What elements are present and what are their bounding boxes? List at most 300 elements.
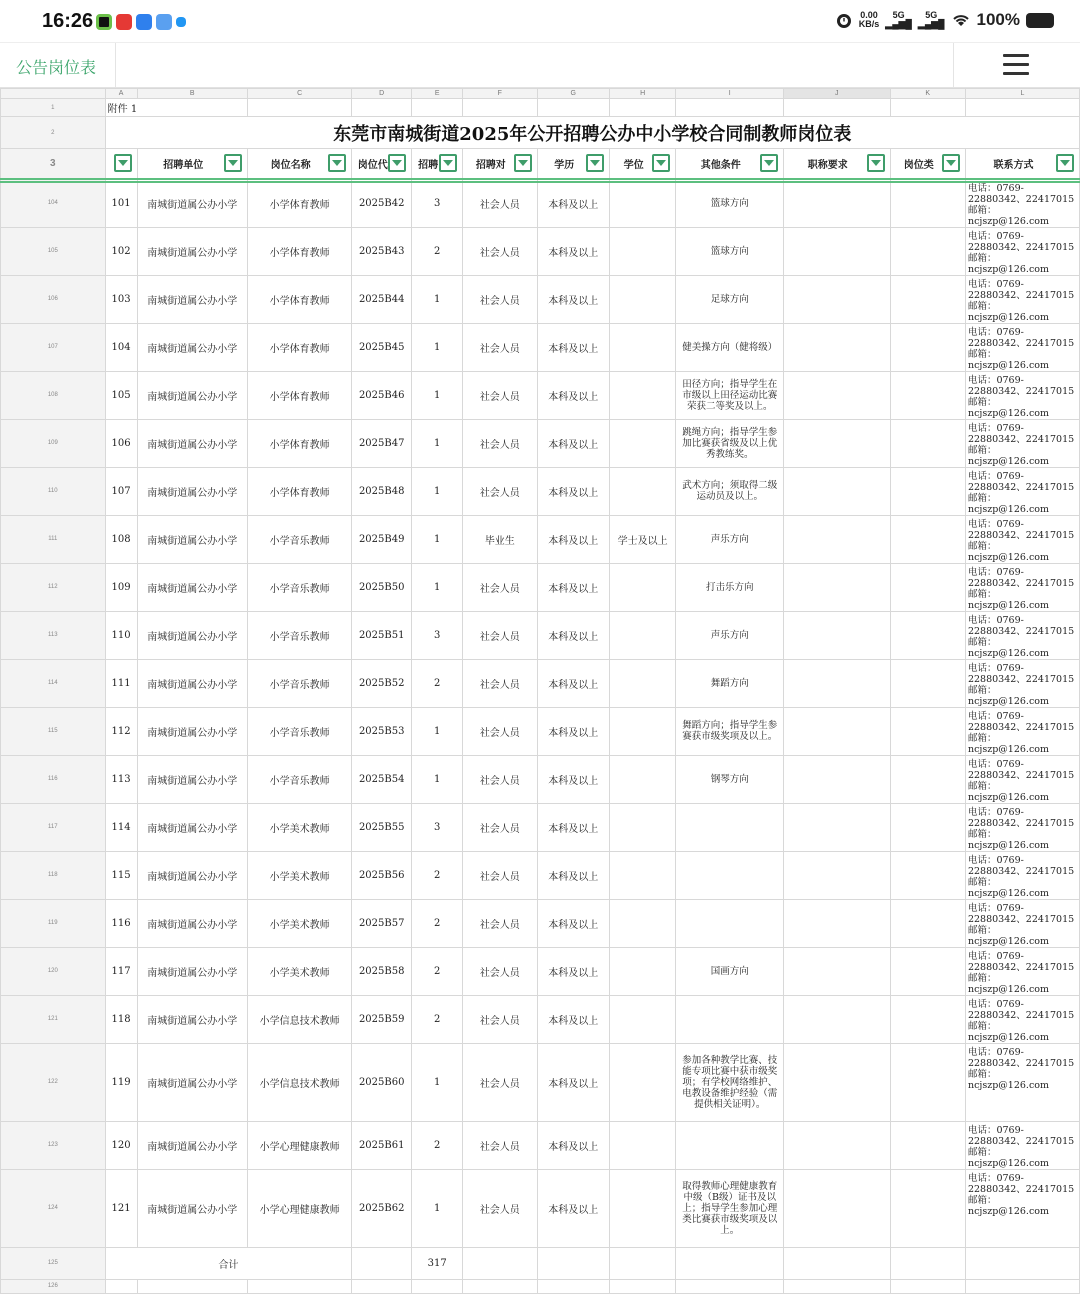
other-cell[interactable] (676, 851, 784, 899)
degree-cell[interactable] (609, 659, 676, 707)
row-number[interactable]: 118 (1, 851, 106, 899)
row-number[interactable]: 112 (1, 563, 106, 611)
degree-cell[interactable] (609, 707, 676, 755)
column-header[interactable]: K (890, 89, 965, 99)
contact-cell[interactable]: 电话：0769-22880342、22417015 邮箱：ncjszp@126.com (965, 179, 1079, 228)
unit-cell[interactable]: 南城街道属公办小学 (137, 515, 247, 563)
header-cell-count[interactable]: 招聘 (412, 149, 463, 179)
row-number[interactable]: 123 (1, 1121, 106, 1169)
column-header[interactable]: L (965, 89, 1079, 99)
post-type-cell[interactable] (890, 1169, 965, 1247)
count-cell[interactable]: 1 (412, 1043, 463, 1121)
code-cell[interactable]: 2025B54 (352, 755, 412, 803)
code-cell[interactable]: 2025B42 (352, 179, 412, 228)
unit-cell[interactable]: 南城街道属公办小学 (137, 371, 247, 419)
education-cell[interactable]: 本科及以上 (537, 755, 609, 803)
target-cell[interactable]: 社会人员 (463, 563, 537, 611)
other-cell[interactable]: 篮球方向 (676, 179, 784, 228)
count-cell[interactable]: 1 (412, 371, 463, 419)
header-cell-target[interactable]: 招聘对 (463, 149, 537, 179)
education-cell[interactable]: 本科及以上 (537, 659, 609, 707)
contact-cell[interactable]: 电话：0769-22880342、22417015 邮箱：ncjszp@126.com (965, 755, 1079, 803)
other-cell[interactable]: 声乐方向 (676, 515, 784, 563)
menu-icon[interactable] (1003, 54, 1029, 76)
post-cell[interactable]: 小学信息技术教师 (247, 1043, 351, 1121)
target-cell[interactable]: 社会人员 (463, 755, 537, 803)
post-cell[interactable]: 小学美术教师 (247, 851, 351, 899)
post-type-cell[interactable] (890, 851, 965, 899)
code-cell[interactable]: 2025B49 (352, 515, 412, 563)
unit-cell[interactable]: 南城街道属公办小学 (137, 1043, 247, 1121)
column-header[interactable]: D (352, 89, 412, 99)
other-cell[interactable] (676, 1121, 784, 1169)
row-no-cell[interactable]: 121 (105, 1169, 137, 1247)
education-cell[interactable]: 本科及以上 (537, 563, 609, 611)
row-number[interactable]: 107 (1, 323, 106, 371)
header-cell-a[interactable] (105, 149, 137, 179)
degree-cell[interactable] (609, 1121, 676, 1169)
post-cell[interactable]: 小学音乐教师 (247, 563, 351, 611)
contact-cell[interactable]: 电话：0769-22880342、22417015 邮箱：ncjszp@126.com (965, 899, 1079, 947)
post-cell[interactable]: 小学美术教师 (247, 899, 351, 947)
other-cell[interactable]: 钢琴方向 (676, 755, 784, 803)
title-req-cell[interactable] (783, 419, 890, 467)
count-cell[interactable]: 1 (412, 1169, 463, 1247)
row-no-cell[interactable]: 107 (105, 467, 137, 515)
post-cell[interactable]: 小学体育教师 (247, 227, 351, 275)
target-cell[interactable]: 毕业生 (463, 515, 537, 563)
code-cell[interactable]: 2025B58 (352, 947, 412, 995)
post-type-cell[interactable] (890, 659, 965, 707)
unit-cell[interactable]: 南城街道属公办小学 (137, 755, 247, 803)
header-cell-post-type[interactable]: 岗位类 (890, 149, 965, 179)
count-cell[interactable]: 2 (412, 1121, 463, 1169)
post-type-cell[interactable] (890, 995, 965, 1043)
code-cell[interactable]: 2025B48 (352, 467, 412, 515)
unit-cell[interactable]: 南城街道属公办小学 (137, 323, 247, 371)
degree-cell[interactable] (609, 563, 676, 611)
total-label[interactable]: 合计 (105, 1247, 352, 1279)
title-req-cell[interactable] (783, 1169, 890, 1247)
target-cell[interactable]: 社会人员 (463, 611, 537, 659)
degree-cell[interactable] (609, 323, 676, 371)
post-cell[interactable]: 小学美术教师 (247, 803, 351, 851)
filter-dropdown-icon[interactable] (942, 154, 960, 172)
row-number[interactable]: 1 (1, 99, 106, 117)
other-cell[interactable]: 跳绳方向；指导学生参加比赛获省级及以上优秀教练奖。 (676, 419, 784, 467)
count-cell[interactable]: 1 (412, 467, 463, 515)
other-cell[interactable]: 参加各种教学比赛、技能专项比赛中获市级奖项；有学校网络维护、电教设备维护经验（需提供相关证明）。 (676, 1043, 784, 1121)
target-cell[interactable]: 社会人员 (463, 227, 537, 275)
contact-cell[interactable]: 电话：0769-22880342、22417015 邮箱：ncjszp@126.com (965, 1043, 1079, 1121)
post-cell[interactable]: 小学音乐教师 (247, 515, 351, 563)
unit-cell[interactable]: 南城街道属公办小学 (137, 659, 247, 707)
contact-cell[interactable]: 电话：0769-22880342、22417015 邮箱：ncjszp@126.com (965, 563, 1079, 611)
count-cell[interactable]: 1 (412, 323, 463, 371)
target-cell[interactable]: 社会人员 (463, 851, 537, 899)
row-no-cell[interactable]: 111 (105, 659, 137, 707)
contact-cell[interactable]: 电话：0769-22880342、22417015 邮箱：ncjszp@126.com (965, 947, 1079, 995)
target-cell[interactable]: 社会人员 (463, 323, 537, 371)
row-number[interactable]: 115 (1, 707, 106, 755)
post-cell[interactable]: 小学音乐教师 (247, 707, 351, 755)
row-number[interactable]: 116 (1, 755, 106, 803)
other-cell[interactable] (676, 803, 784, 851)
title-req-cell[interactable] (783, 899, 890, 947)
header-cell-title-req[interactable]: 职称要求 (783, 149, 890, 179)
target-cell[interactable]: 社会人员 (463, 899, 537, 947)
post-type-cell[interactable] (890, 1043, 965, 1121)
post-type-cell[interactable] (890, 419, 965, 467)
contact-cell[interactable]: 电话：0769-22880342、22417015 邮箱：ncjszp@126.com (965, 803, 1079, 851)
code-cell[interactable]: 2025B45 (352, 323, 412, 371)
unit-cell[interactable]: 南城街道属公办小学 (137, 995, 247, 1043)
row-no-cell[interactable]: 101 (105, 179, 137, 228)
target-cell[interactable]: 社会人员 (463, 467, 537, 515)
row-number[interactable]: 3 (1, 149, 106, 179)
other-cell[interactable]: 打击乐方向 (676, 563, 784, 611)
degree-cell[interactable]: 学士及以上 (609, 515, 676, 563)
row-no-cell[interactable]: 120 (105, 1121, 137, 1169)
target-cell[interactable]: 社会人员 (463, 947, 537, 995)
row-no-cell[interactable]: 115 (105, 851, 137, 899)
title-req-cell[interactable] (783, 275, 890, 323)
contact-cell[interactable]: 电话：0769-22880342、22417015 邮箱：ncjszp@126.com (965, 1121, 1079, 1169)
target-cell[interactable]: 社会人员 (463, 1121, 537, 1169)
post-type-cell[interactable] (890, 467, 965, 515)
contact-cell[interactable]: 电话：0769-22880342、22417015 邮箱：ncjszp@126.com (965, 227, 1079, 275)
spreadsheet-grid[interactable] (0, 88, 1080, 1294)
post-cell[interactable]: 小学信息技术教师 (247, 995, 351, 1043)
degree-cell[interactable] (609, 995, 676, 1043)
degree-cell[interactable] (609, 179, 676, 228)
code-cell[interactable]: 2025B51 (352, 611, 412, 659)
count-cell[interactable]: 3 (412, 803, 463, 851)
target-cell[interactable]: 社会人员 (463, 995, 537, 1043)
column-header[interactable]: F (463, 89, 537, 99)
post-type-cell[interactable] (890, 1121, 965, 1169)
row-no-cell[interactable]: 106 (105, 419, 137, 467)
code-cell[interactable]: 2025B62 (352, 1169, 412, 1247)
title-req-cell[interactable] (783, 659, 890, 707)
row-number[interactable]: 122 (1, 1043, 106, 1121)
post-cell[interactable]: 小学音乐教师 (247, 611, 351, 659)
degree-cell[interactable] (609, 803, 676, 851)
column-header[interactable]: B (137, 89, 247, 99)
code-cell[interactable]: 2025B43 (352, 227, 412, 275)
count-cell[interactable]: 1 (412, 419, 463, 467)
contact-cell[interactable]: 电话：0769-22880342、22417015 邮箱：ncjszp@126.com (965, 851, 1079, 899)
title-req-cell[interactable] (783, 179, 890, 228)
unit-cell[interactable]: 南城街道属公办小学 (137, 467, 247, 515)
count-cell[interactable]: 1 (412, 275, 463, 323)
code-cell[interactable]: 2025B47 (352, 419, 412, 467)
header-cell-other[interactable]: 其他条件 (676, 149, 784, 179)
education-cell[interactable]: 本科及以上 (537, 467, 609, 515)
filter-dropdown-icon[interactable] (652, 154, 670, 172)
row-no-cell[interactable]: 105 (105, 371, 137, 419)
filter-dropdown-icon[interactable] (439, 154, 457, 172)
post-type-cell[interactable] (890, 755, 965, 803)
title-req-cell[interactable] (783, 371, 890, 419)
row-number[interactable]: 109 (1, 419, 106, 467)
filter-dropdown-icon[interactable] (224, 154, 242, 172)
row-number[interactable]: 110 (1, 467, 106, 515)
target-cell[interactable]: 社会人员 (463, 1169, 537, 1247)
post-cell[interactable]: 小学心理健康教师 (247, 1121, 351, 1169)
unit-cell[interactable]: 南城街道属公办小学 (137, 227, 247, 275)
row-no-cell[interactable]: 113 (105, 755, 137, 803)
total-value[interactable]: 317 (412, 1247, 463, 1279)
code-cell[interactable]: 2025B57 (352, 899, 412, 947)
post-type-cell[interactable] (890, 707, 965, 755)
row-number[interactable]: 120 (1, 947, 106, 995)
row-number[interactable]: 114 (1, 659, 106, 707)
other-cell[interactable]: 田径方向；指导学生在市级以上田径运动比赛荣获二等奖及以上。 (676, 371, 784, 419)
row-no-cell[interactable]: 102 (105, 227, 137, 275)
unit-cell[interactable]: 南城街道属公办小学 (137, 611, 247, 659)
contact-cell[interactable]: 电话：0769-22880342、22417015 邮箱：ncjszp@126.com (965, 707, 1079, 755)
row-number[interactable]: 121 (1, 995, 106, 1043)
post-type-cell[interactable] (890, 899, 965, 947)
code-cell[interactable]: 2025B50 (352, 563, 412, 611)
degree-cell[interactable] (609, 1043, 676, 1121)
unit-cell[interactable]: 南城街道属公办小学 (137, 419, 247, 467)
other-cell[interactable]: 武术方向；须取得二级运动员及以上。 (676, 467, 784, 515)
target-cell[interactable]: 社会人员 (463, 419, 537, 467)
code-cell[interactable]: 2025B60 (352, 1043, 412, 1121)
contact-cell[interactable]: 电话：0769-22880342、22417015 邮箱：ncjszp@126.com (965, 995, 1079, 1043)
unit-cell[interactable]: 南城街道属公办小学 (137, 1121, 247, 1169)
filter-dropdown-icon[interactable] (114, 154, 132, 172)
target-cell[interactable]: 社会人员 (463, 1043, 537, 1121)
post-type-cell[interactable] (890, 611, 965, 659)
code-cell[interactable]: 2025B46 (352, 371, 412, 419)
title-req-cell[interactable] (783, 851, 890, 899)
code-cell[interactable]: 2025B59 (352, 995, 412, 1043)
row-no-cell[interactable]: 118 (105, 995, 137, 1043)
post-cell[interactable]: 小学心理健康教师 (247, 1169, 351, 1247)
code-cell[interactable]: 2025B52 (352, 659, 412, 707)
title-req-cell[interactable] (783, 707, 890, 755)
unit-cell[interactable]: 南城街道属公办小学 (137, 275, 247, 323)
filter-dropdown-icon[interactable] (388, 154, 406, 172)
row-no-cell[interactable]: 117 (105, 947, 137, 995)
education-cell[interactable]: 本科及以上 (537, 611, 609, 659)
post-cell[interactable]: 小学体育教师 (247, 467, 351, 515)
target-cell[interactable]: 社会人员 (463, 803, 537, 851)
title-req-cell[interactable] (783, 227, 890, 275)
code-cell[interactable]: 2025B53 (352, 707, 412, 755)
code-cell[interactable]: 2025B56 (352, 851, 412, 899)
header-cell-post[interactable]: 岗位名称 (247, 149, 351, 179)
title-req-cell[interactable] (783, 611, 890, 659)
education-cell[interactable]: 本科及以上 (537, 179, 609, 228)
row-number[interactable]: 108 (1, 371, 106, 419)
education-cell[interactable]: 本科及以上 (537, 1043, 609, 1121)
filter-dropdown-icon[interactable] (1056, 154, 1074, 172)
education-cell[interactable]: 本科及以上 (537, 323, 609, 371)
post-cell[interactable]: 小学体育教师 (247, 323, 351, 371)
title-req-cell[interactable] (783, 755, 890, 803)
post-cell[interactable]: 小学体育教师 (247, 179, 351, 228)
header-cell-contact[interactable]: 联系方式 (965, 149, 1079, 179)
other-cell[interactable]: 声乐方向 (676, 611, 784, 659)
header-cell-education[interactable]: 学历 (537, 149, 609, 179)
row-no-cell[interactable]: 104 (105, 323, 137, 371)
other-cell[interactable]: 篮球方向 (676, 227, 784, 275)
contact-cell[interactable]: 电话：0769-22880342、22417015 邮箱：ncjszp@126.com (965, 419, 1079, 467)
code-cell[interactable]: 2025B44 (352, 275, 412, 323)
other-cell[interactable]: 国画方向 (676, 947, 784, 995)
degree-cell[interactable] (609, 275, 676, 323)
row-number[interactable]: 113 (1, 611, 106, 659)
row-no-cell[interactable]: 112 (105, 707, 137, 755)
column-header[interactable]: E (412, 89, 463, 99)
title-req-cell[interactable] (783, 563, 890, 611)
spreadsheet[interactable] (0, 88, 1080, 1294)
education-cell[interactable]: 本科及以上 (537, 803, 609, 851)
header-cell-degree[interactable]: 学位 (609, 149, 676, 179)
post-type-cell[interactable] (890, 515, 965, 563)
unit-cell[interactable]: 南城街道属公办小学 (137, 899, 247, 947)
attachment-label[interactable]: 附件 1 (105, 99, 247, 117)
unit-cell[interactable]: 南城街道属公办小学 (137, 1169, 247, 1247)
column-header[interactable]: G (537, 89, 609, 99)
row-number[interactable]: 104 (1, 179, 106, 228)
count-cell[interactable]: 1 (412, 707, 463, 755)
degree-cell[interactable] (609, 947, 676, 995)
row-no-cell[interactable]: 119 (105, 1043, 137, 1121)
degree-cell[interactable] (609, 611, 676, 659)
count-cell[interactable]: 1 (412, 515, 463, 563)
target-cell[interactable]: 社会人员 (463, 707, 537, 755)
post-type-cell[interactable] (890, 179, 965, 228)
unit-cell[interactable]: 南城街道属公办小学 (137, 803, 247, 851)
row-no-cell[interactable]: 108 (105, 515, 137, 563)
unit-cell[interactable]: 南城街道属公办小学 (137, 179, 247, 228)
post-cell[interactable]: 小学体育教师 (247, 419, 351, 467)
count-cell[interactable]: 2 (412, 851, 463, 899)
filter-dropdown-icon[interactable] (760, 154, 778, 172)
post-cell[interactable]: 小学美术教师 (247, 947, 351, 995)
count-cell[interactable]: 2 (412, 659, 463, 707)
corner-cell[interactable] (1, 89, 106, 99)
other-cell[interactable]: 舞蹈方向；指导学生参赛获市级奖项及以上。 (676, 707, 784, 755)
count-cell[interactable]: 2 (412, 227, 463, 275)
target-cell[interactable]: 社会人员 (463, 371, 537, 419)
contact-cell[interactable]: 电话：0769-22880342、22417015 邮箱：ncjszp@126.com (965, 467, 1079, 515)
row-number[interactable]: 124 (1, 1169, 106, 1247)
education-cell[interactable]: 本科及以上 (537, 707, 609, 755)
education-cell[interactable]: 本科及以上 (537, 371, 609, 419)
other-cell[interactable]: 舞蹈方向 (676, 659, 784, 707)
degree-cell[interactable] (609, 419, 676, 467)
row-number[interactable]: 2 (1, 117, 106, 149)
degree-cell[interactable] (609, 755, 676, 803)
post-cell[interactable]: 小学体育教师 (247, 275, 351, 323)
title-req-cell[interactable] (783, 323, 890, 371)
filter-dropdown-icon[interactable] (328, 154, 346, 172)
row-no-cell[interactable]: 114 (105, 803, 137, 851)
degree-cell[interactable] (609, 227, 676, 275)
other-cell[interactable]: 健美操方向（健将级） (676, 323, 784, 371)
sheet-title[interactable]: 东莞市南城街道2025年公开招聘公办中小学校合同制教师岗位表 (105, 117, 1079, 149)
unit-cell[interactable]: 南城街道属公办小学 (137, 707, 247, 755)
title-req-cell[interactable] (783, 1121, 890, 1169)
post-type-cell[interactable] (890, 947, 965, 995)
education-cell[interactable]: 本科及以上 (537, 1121, 609, 1169)
filter-dropdown-icon[interactable] (586, 154, 604, 172)
post-type-cell[interactable] (890, 227, 965, 275)
education-cell[interactable]: 本科及以上 (537, 275, 609, 323)
count-cell[interactable]: 3 (412, 611, 463, 659)
title-req-cell[interactable] (783, 803, 890, 851)
filter-dropdown-icon[interactable] (867, 154, 885, 172)
post-type-cell[interactable] (890, 275, 965, 323)
post-type-cell[interactable] (890, 803, 965, 851)
contact-cell[interactable]: 电话：0769-22880342、22417015 邮箱：ncjszp@126.com (965, 1169, 1079, 1247)
column-header[interactable]: I (676, 89, 784, 99)
other-cell[interactable] (676, 899, 784, 947)
contact-cell[interactable]: 电话：0769-22880342、22417015 邮箱：ncjszp@126.com (965, 659, 1079, 707)
other-cell[interactable]: 取得教师心理健康教育中级（B级）证书及以上；指导学生参加心理类比赛获市级奖项及以上。 (676, 1169, 784, 1247)
sheet-tab-title[interactable]: 公告岗位表 (16, 58, 97, 77)
row-number[interactable]: 125 (1, 1247, 106, 1279)
header-cell-unit[interactable]: 招聘单位 (137, 149, 247, 179)
title-req-cell[interactable] (783, 467, 890, 515)
post-cell[interactable]: 小学体育教师 (247, 371, 351, 419)
degree-cell[interactable] (609, 1169, 676, 1247)
contact-cell[interactable]: 电话：0769-22880342、22417015 邮箱：ncjszp@126.com (965, 515, 1079, 563)
degree-cell[interactable] (609, 899, 676, 947)
count-cell[interactable]: 2 (412, 947, 463, 995)
education-cell[interactable]: 本科及以上 (537, 1169, 609, 1247)
post-cell[interactable]: 小学音乐教师 (247, 659, 351, 707)
contact-cell[interactable]: 电话：0769-22880342、22417015 邮箱：ncjszp@126.com (965, 323, 1079, 371)
unit-cell[interactable]: 南城街道属公办小学 (137, 563, 247, 611)
column-header[interactable]: A (105, 89, 137, 99)
education-cell[interactable]: 本科及以上 (537, 851, 609, 899)
contact-cell[interactable]: 电话：0769-22880342、22417015 邮箱：ncjszp@126.com (965, 611, 1079, 659)
contact-cell[interactable]: 电话：0769-22880342、22417015 邮箱：ncjszp@126.com (965, 275, 1079, 323)
degree-cell[interactable] (609, 467, 676, 515)
education-cell[interactable]: 本科及以上 (537, 947, 609, 995)
target-cell[interactable]: 社会人员 (463, 275, 537, 323)
code-cell[interactable]: 2025B55 (352, 803, 412, 851)
row-no-cell[interactable]: 103 (105, 275, 137, 323)
education-cell[interactable]: 本科及以上 (537, 995, 609, 1043)
post-type-cell[interactable] (890, 323, 965, 371)
column-header[interactable]: J (783, 89, 890, 99)
row-number[interactable]: 105 (1, 227, 106, 275)
row-number[interactable]: 126 (1, 1279, 106, 1293)
title-req-cell[interactable] (783, 1043, 890, 1121)
count-cell[interactable]: 2 (412, 899, 463, 947)
count-cell[interactable]: 1 (412, 755, 463, 803)
code-cell[interactable]: 2025B61 (352, 1121, 412, 1169)
contact-cell[interactable]: 电话：0769-22880342、22417015 邮箱：ncjszp@126.com (965, 371, 1079, 419)
row-number[interactable]: 117 (1, 803, 106, 851)
row-number[interactable]: 119 (1, 899, 106, 947)
row-number[interactable]: 111 (1, 515, 106, 563)
education-cell[interactable]: 本科及以上 (537, 419, 609, 467)
column-header[interactable]: C (247, 89, 351, 99)
other-cell[interactable] (676, 995, 784, 1043)
row-number[interactable]: 106 (1, 275, 106, 323)
target-cell[interactable]: 社会人员 (463, 179, 537, 228)
education-cell[interactable]: 本科及以上 (537, 227, 609, 275)
